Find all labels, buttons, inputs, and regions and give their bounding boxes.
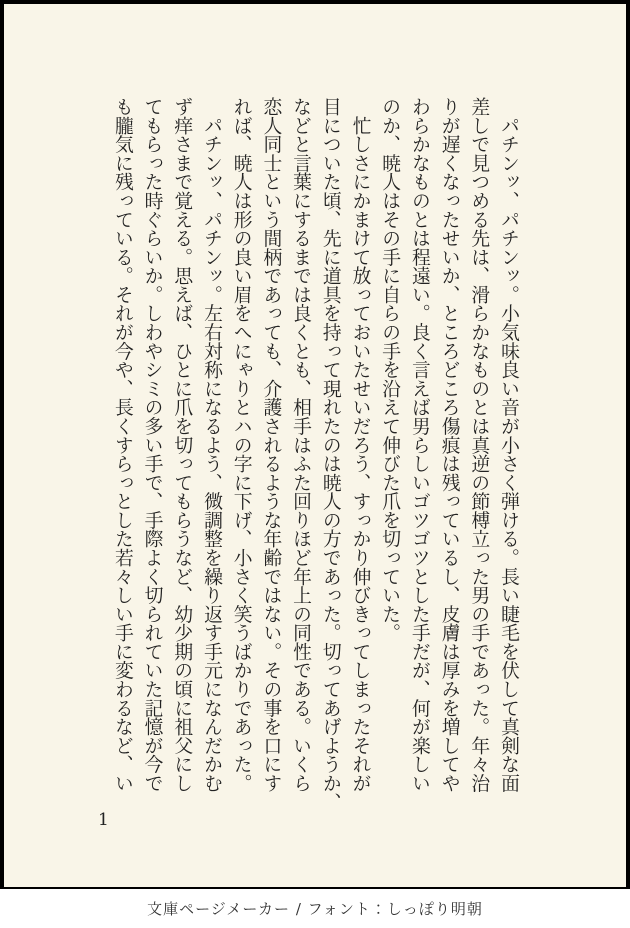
- text-line: れば、暁人は形の良い眉をへにゃりとハの字に下げ、小さく笑うばかりであった。: [230, 97, 252, 793]
- text-line: てもらった時ぐらいか。しわやシミの多い手で、手際よく切られていた記憶が今で: [141, 97, 163, 793]
- text-line: のか、暁人はその手に自らの手を沿えて伸びた爪を切っていた。: [379, 97, 401, 642]
- text-line: わらかなものとは程遠い。良く言えば男らしいゴツゴツとした手だが、何が楽しい: [408, 97, 430, 793]
- text-line: パチンッ、パチンッ。左右対称になるよう、微調整を繰り返す手元になんだかむ: [200, 97, 222, 793]
- page-number-label: 1: [98, 810, 109, 830]
- text-line: りが遅くなったせいか、ところどころ傷痕は残っているし、皮膚は厚みを増してや: [438, 97, 460, 793]
- text-line: パチンッ、パチンッ。小気味良い音が小さく弾ける。長い睫毛を伏して真剣な面: [498, 97, 519, 793]
- text-line: 差しで見つめる先は、滑らかなものとは真逆の節榑立った男の手であった。年々治: [468, 97, 490, 793]
- text-line: も朧気に残っている。それが今や、長くすらっとした若々しい手に変わるなど、い: [111, 97, 133, 793]
- text-line: 恋人同士という間柄であっても、介護されるような年齢ではない。その事を口にす: [260, 97, 282, 793]
- text-line: 目についた頃、先に道具を持って現れたのは暁人の方であった。切ってあげようか、: [319, 97, 341, 812]
- text-line: ず痒さまで覚える。思えば、ひとに爪を切ってもらうなど、幼少期の頃に祖父にし: [171, 97, 193, 793]
- text-line: 忙しさにかまけて放っておいたせいだろう、すっかり伸びきってしまったそれが: [349, 97, 371, 793]
- text-line: などと言葉にするまでは良くとも、相手はふた回りほど年上の同性である。いくら: [290, 97, 312, 793]
- vertical-text-block: [107, 97, 523, 817]
- footer-caption: 文庫ページメーカー / フォント：しっぽり明朝: [147, 900, 483, 918]
- footer-band: [0, 889, 630, 928]
